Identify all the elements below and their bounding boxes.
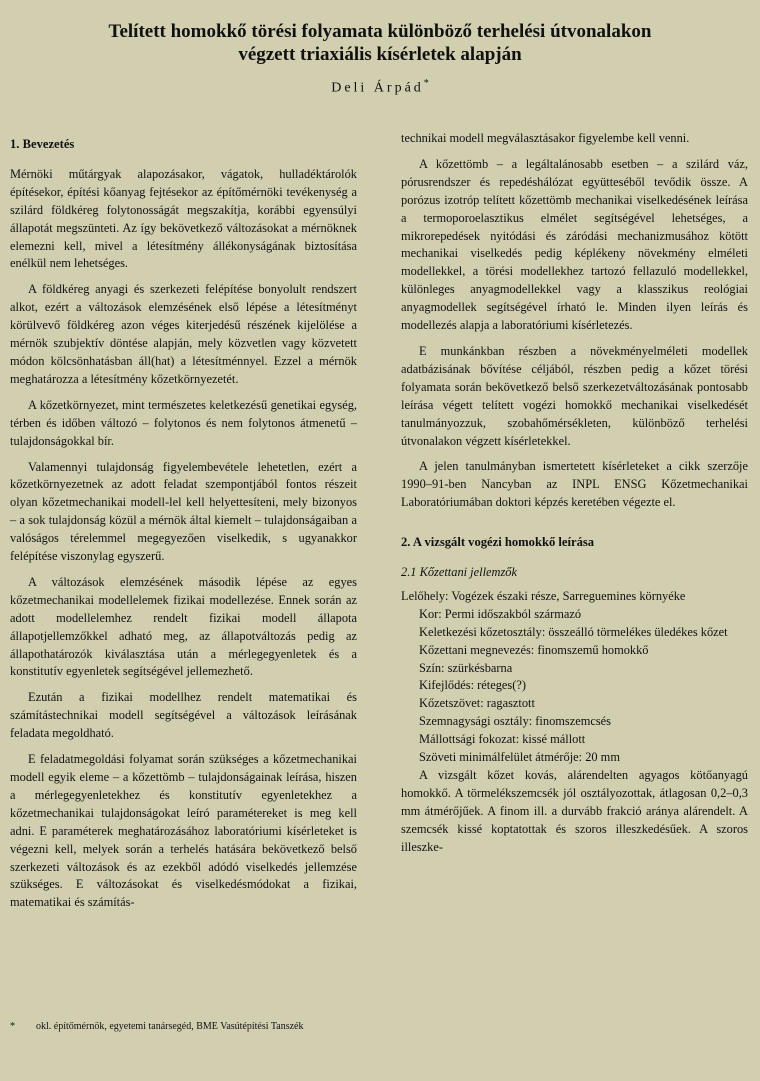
paragraph: Ezután a fizikai modellhez rendelt matematikai és számítástechnikai modell segítségével a változások leírásának feladata megoldható. [10,690,357,741]
paragraph: E feladatmegoldási folyamat során szükséges a kőzetmechanikai modell egyik eleme – a kőzettömb – tulajdonságainak leírása, hiszen a mérlegegyenletekhez és konstitutív egyenletekhez a kőzetmechanikai tulajdonságokat leíró paramétereket is meg kell adni. E paraméterek meghatározásához laboratóriumi kísérleteket is végezni kell, melyek során a terhelés hatására bekövetkező belső szerkezeti változások és az ezekből adódó viselkedés jellemzése szükséges. E változásokat és viselkedésmódokat a fizikai, matematikai és számítás- [10,752,357,910]
paragraph: A jelen tanulmányban ismertetett kísérleteket a cikk szerzője 1990–91-ben Nancyban az INPL ENSG Kőzetmechanikai Laboratóriumában doktori képzés keretében végezte el. [401,459,748,510]
paragraph: A kőzetkörnyezet, mint természetes keletkezésű genetikai egység, térben és időben változó – folytonos és nem folytonos átmenetű – tulajdonságokkal bír. [10,397,357,448]
section-heading-introduction: 1. Bevezetés [10,137,75,151]
paragraph: A vizsgált kőzet kovás, alárendelten agyagos kötőanyagú homokkő. A törmelékszemcsék jól osztályozottak, átlagosan 0,2–0,3 mm átmérőjűek. A finom ill. a durvább frakció aránya alárendelt. A szemcsék kissé koptatottak és szoros illeszkedésűek. A szoros illeszke- [401,768,748,854]
title-line-1: Telített homokkő törési folyamata különböző terhelési útvonalakon [108,21,652,42]
author-name: Deli Árpád [331,80,424,96]
paragraph: Mérnöki műtárgyak alapozásakor, vágatok, hulladéktárolók építésekor, építési kőanyag fejtésekor az építőmérnöki tevékenység a szilárd földkéreg folytonosságát megszakítja, korábbi egyensúlyi állapotát megszünteti. Az így bekövetkező változásokat a mérnöknek elemezni kell, mivel a létesítmény állékonyságának biztosítása enélkül nem lehetséges. [10,166,357,271]
property-item: Szöveti minimálfelület átmérője: 20 mm [419,750,620,765]
property-item: Kifejlődés: réteges(?) [419,678,526,693]
section-heading-sandstone: 2. A vizsgált vogézi homokkő leírása [401,535,595,550]
property-item: Kőzettani megnevezés: finomszemű homokkő [419,642,649,657]
paragraph: A változások elemzésének második lépése az egyes kőzetmechanikai modellelemek fizikai modellezése. Ennek során az adott modellelemhez rendelt fizikai modell állapota állapotjellemzőkkel adható meg, az állapotváltozás pedig az állapothatározók kiválasztása után a mérlegegyenletek és a konstitutív egyenletek segítségével jellemezhető. [10,574,357,679]
author-footnote-mark: * [423,78,429,89]
property-item: Mállottsági fokozat: kissé mállott [419,732,586,747]
property-item: Lelőhely: Vogézek északi része, Sarreguemines környéke [401,588,686,603]
footnote-text: okl. építőmérnök, egyetemi tanársegéd, BME Vasútépítési Tanszék [36,1021,304,1032]
paragraph: A földkéreg anyagi és szerkezeti felépítése bonyolult rendszert alkot, ezért a változások elemzésének első lépése a létesítményt körülvevő földkéreg azon véges kiterjedésű részének kijelölése a mérnök szubjektív döntése alapján, mely közvetlen vagy közvetett módon kölcsönhatásban áll(hat) a létesítménnyel. Ezzel a mérnök meghatározza a létesítmény kőzetkörnyezetét. [10,282,357,386]
title-line-2: végzett triaxiális kísérletek alapján [238,44,522,65]
right-column [401,130,748,857]
paper-title [0,20,760,66]
footnote [10,1020,380,1033]
paragraph: technikai modell megválasztásakor figyelembe kell venni. [401,131,690,145]
property-item: Szín: szürkésbarna [419,660,513,675]
paragraph: A kőzettömb – a legáltalánosabb esetben – a szilárd váz, pórusrendszer és repedéshálózat együtteséből tevődik össze. A porózus izotróp telített kőzettömb mechanikai viselkedésének leírása a termoporoelasztikus elmélet segítségével lehetséges, a mikrorepedések nyitódási és záródási mechanizmusához kötött mechanikai viselkedés pedig képlékeny növekmény elméleti modellekkel, a törési modellekhez tartozó fellazuló modellekkel, különleges anyagmodellekkel vagy a klasszikus reológiai anyagmodellek segítségével írható le. Minden ilyen leírás és modellezés alapja a laboratóriumi kísérletezés. [401,156,748,333]
property-item: Keletkezési kőzetosztály: összeálló törmelékes üledékes kőzet [419,624,728,639]
paragraph: E munkánkban részben a növekményelméleti modellek adatbázisának bővítése céljából, részben pedig a kőzet törési folyamata során bekövetkező belső szerkezetváltozásának pontosabb leírása végett telített vogézi homokkő mechanikai viselkedését tanulmányozzuk, szobahőmérsékleten, különböző terhelési útvonalakon végzett kísérletekkel. [401,343,748,448]
property-item: Kor: Permi időszakból származó [419,606,582,621]
property-item: Kőzetszövet: ragasztott [419,696,535,711]
left-column [10,136,357,912]
paragraph: Valamennyi tulajdonság figyelembevétele lehetetlen, ezért a kőzetkörnyezetnek az adott feladat szempontjából fontos részeit olyan kőzetmechanikai modell-lel kell helyettesíteni, mely bizonyos – a sok tulajdonság közül a mérnök által kiemelt – tulajdonságaiban a valóságos térelemmel megegyezően viselkedik, s ugyanakkor felépítése viszonylag egyszerű. [10,459,357,564]
author-line [0,78,760,97]
subsection-heading-petrography: 2.1 Kőzettani jellemzők [401,565,517,580]
footnote-mark: * [10,1021,15,1032]
property-item: Szemnagysági osztály: finomszemcsés [419,714,612,729]
